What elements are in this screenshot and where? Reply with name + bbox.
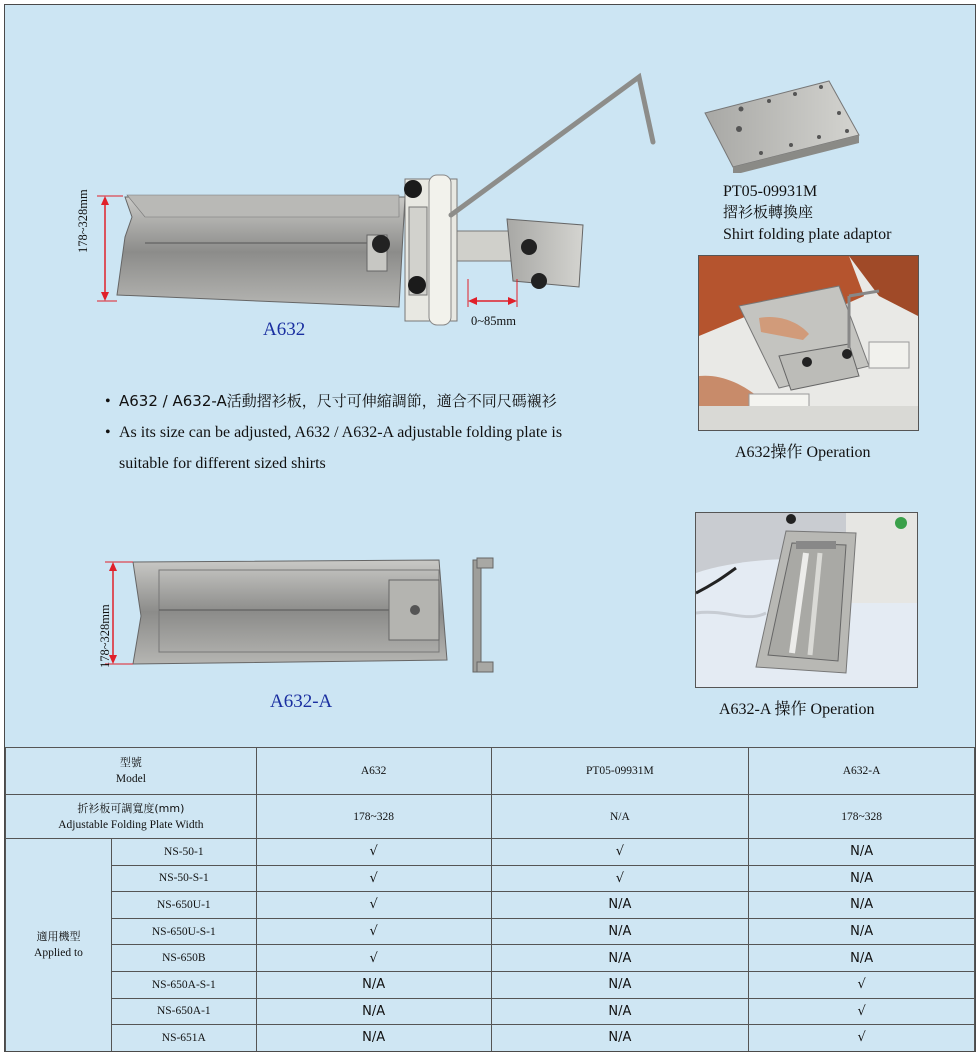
adaptor-name-en: Shirt folding plate adaptor bbox=[723, 226, 892, 243]
cell-a632a: √ bbox=[749, 971, 975, 998]
cell-pt05: N/A bbox=[491, 918, 749, 945]
a632-operation-caption: A632操作 Operation bbox=[735, 444, 871, 461]
a632a-operation-photo bbox=[695, 512, 918, 688]
cell-a632: N/A bbox=[256, 1025, 491, 1052]
catalog-page bbox=[4, 4, 976, 1052]
table-row bbox=[6, 918, 975, 945]
cell-pt05: N/A bbox=[491, 945, 749, 972]
cell-a632: √ bbox=[256, 865, 491, 892]
machine-model: NS-650A-1 bbox=[111, 998, 256, 1025]
width-value-a632a: 178~328 bbox=[749, 795, 975, 839]
cell-a632a: √ bbox=[749, 998, 975, 1025]
cell-pt05: √ bbox=[491, 839, 749, 866]
cell-a632: √ bbox=[256, 945, 491, 972]
bullet-zh: • A632 / A632-A活動摺衫板，尺寸可伸縮調節，適合不同尺碼襯衫 bbox=[105, 392, 557, 410]
a632-label: A632 bbox=[263, 319, 306, 340]
table-row bbox=[6, 892, 975, 919]
cell-a632: √ bbox=[256, 839, 491, 866]
adaptor-part-number: PT05-09931M bbox=[723, 183, 818, 200]
cell-pt05: √ bbox=[491, 865, 749, 892]
bullet-en: • As its size can be adjusted, A632 / A632-A adjustable folding plate is bbox=[105, 424, 563, 441]
cell-a632: √ bbox=[256, 892, 491, 919]
machine-model: NS-50-S-1 bbox=[111, 865, 256, 892]
machine-model: NS-650U-S-1 bbox=[111, 918, 256, 945]
cell-pt05: N/A bbox=[491, 1025, 749, 1052]
cell-a632a: N/A bbox=[749, 918, 975, 945]
table-row bbox=[6, 971, 975, 998]
applied-to-header: 適用機型 Applied to bbox=[6, 839, 112, 1052]
product-showcase bbox=[5, 5, 975, 747]
model-header: 型號 Model bbox=[6, 748, 257, 795]
column-header-a632a: A632-A bbox=[749, 748, 975, 795]
a632a-width-dimension: 178~328mm bbox=[98, 604, 112, 668]
adaptor-name-zh: 摺衫板轉換座 bbox=[723, 203, 814, 221]
a632-folding-plate-image bbox=[87, 67, 667, 329]
a632a-folding-plate-image bbox=[93, 550, 513, 680]
feature-bullets bbox=[105, 386, 665, 479]
machine-model: NS-650U-1 bbox=[111, 892, 256, 919]
cell-a632a: N/A bbox=[749, 839, 975, 866]
cell-a632: √ bbox=[256, 918, 491, 945]
cell-a632a: N/A bbox=[749, 865, 975, 892]
adaptor-image bbox=[699, 73, 869, 173]
a632-travel-dimension: 0~85mm bbox=[471, 314, 516, 328]
cell-a632a: √ bbox=[749, 1025, 975, 1052]
a632a-operation-caption: A632-A 操作 Operation bbox=[719, 701, 875, 718]
table-header-row bbox=[6, 748, 975, 795]
machine-model: NS-650A-S-1 bbox=[111, 971, 256, 998]
table-row bbox=[6, 1025, 975, 1052]
table-row bbox=[6, 839, 975, 866]
machine-model: NS-651A bbox=[111, 1025, 256, 1052]
cell-a632: N/A bbox=[256, 998, 491, 1025]
width-value-a632: 178~328 bbox=[256, 795, 491, 839]
column-header-a632: A632 bbox=[256, 748, 491, 795]
width-row bbox=[6, 795, 975, 839]
cell-pt05: N/A bbox=[491, 971, 749, 998]
cell-a632: N/A bbox=[256, 971, 491, 998]
cell-pt05: N/A bbox=[491, 998, 749, 1025]
compatibility-table bbox=[5, 747, 975, 1052]
column-header-pt05: PT05-09931M bbox=[491, 748, 749, 795]
table-row bbox=[6, 998, 975, 1025]
machine-model: NS-50-1 bbox=[111, 839, 256, 866]
machine-model: NS-650B bbox=[111, 945, 256, 972]
a632-width-dimension: 178~328mm bbox=[76, 189, 90, 253]
width-value-pt05: N/A bbox=[491, 795, 749, 839]
table-row bbox=[6, 865, 975, 892]
a632a-label: A632-A bbox=[270, 691, 333, 712]
cell-pt05: N/A bbox=[491, 892, 749, 919]
a632-operation-photo bbox=[698, 255, 919, 431]
bullet-en-continued: suitable for different sized shirts bbox=[119, 455, 326, 472]
table-row bbox=[6, 945, 975, 972]
width-header: 折衫板可調寬度(mm) Adjustable Folding Plate Width bbox=[6, 795, 257, 839]
cell-a632a: N/A bbox=[749, 892, 975, 919]
cell-a632a: N/A bbox=[749, 945, 975, 972]
